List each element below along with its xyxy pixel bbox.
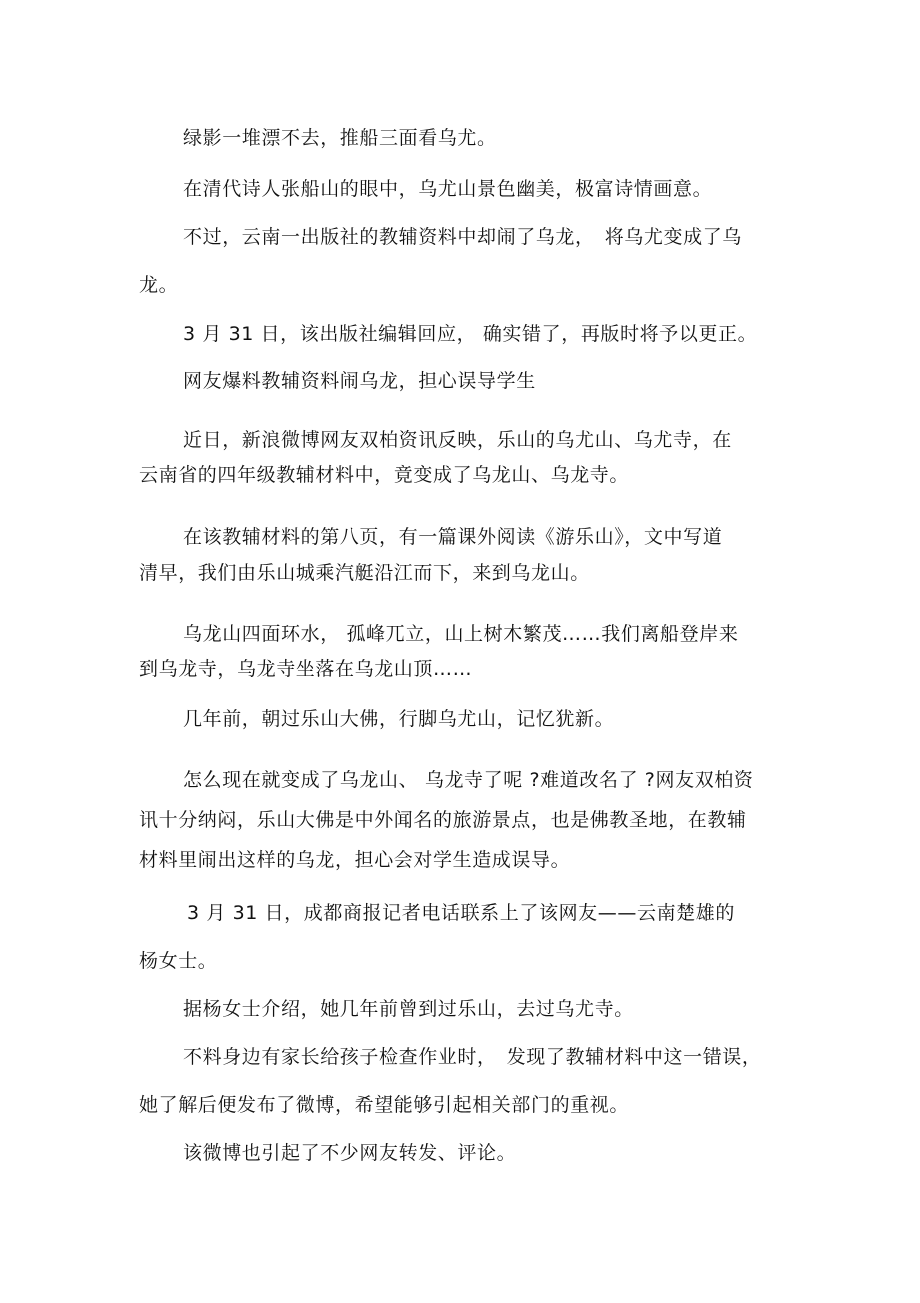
text-line: 杨女士。 — [139, 950, 218, 972]
section-heading: 网友爆料教辅资料闹乌龙，担心误导学生 — [183, 370, 536, 392]
text-line: 3 月 31 日，该出版社编辑回应， 确实错了，再版时将予以更正。 — [183, 323, 758, 345]
text-line: 3 月 31 日，成都商报记者电话联系上了该网友——云南楚雄的 — [187, 902, 735, 924]
text-line: 几年前，朝过乐山大佛，行脚乌尤山，记忆犹新。 — [183, 708, 615, 730]
text-line: 讯十分纳闷，乐山大佛是中外闻名的旅游景点，也是佛教圣地，在教辅 — [139, 809, 747, 831]
text-line: 在清代诗人张船山的眼中，乌尤山景色幽美，极富诗情画意。 — [183, 178, 713, 200]
text-line: 绿影一堆漂不去，推船三面看乌尤。 — [183, 127, 497, 149]
text-line: 不料身边有家长给孩子检查作业时， 发现了教辅材料中这一错误， — [183, 1046, 762, 1068]
text-line: 材料里闹出这样的乌龙，担心会对学生造成误导。 — [139, 849, 571, 871]
text-line: 不过，云南一出版社的教辅资料中却闹了乌龙， 将乌尤变成了乌 — [183, 226, 742, 248]
text-line: 龙。 — [139, 274, 179, 296]
text-line: 她了解后便发布了微博，希望能够引起相关部门的重视。 — [139, 1094, 630, 1116]
text-line: 到乌龙寺，乌龙寺坐落在乌龙山顶…… — [139, 658, 473, 680]
text-line: 该微博也引起了不少网友转发、评论。 — [183, 1142, 517, 1164]
text-line: 乌龙山四面环水， 孤峰兀立，山上树木繁茂……我们离船登岸来 — [183, 623, 739, 645]
text-line: 怎么现在就变成了乌龙山、 乌龙寺了呢 ?难道改名了 ?网友双柏资 — [183, 769, 754, 791]
text-line: 近日，新浪微博网友双柏资讯反映，乐山的乌尤山、乌尤寺，在 — [183, 429, 732, 451]
text-line: 在该教辅材料的第八页，有一篇课外阅读《游乐山》，文中写道 — [183, 526, 723, 548]
text-line: 清早，我们由乐山城乘汽艇沿江而下，来到乌龙山。 — [139, 562, 590, 584]
text-line: 云南省的四年级教辅材料中，竟变成了乌龙山、乌龙寺。 — [139, 464, 630, 486]
text-line: 据杨女士介绍，她几年前曾到过乐山，去过乌尤寺。 — [183, 998, 634, 1020]
